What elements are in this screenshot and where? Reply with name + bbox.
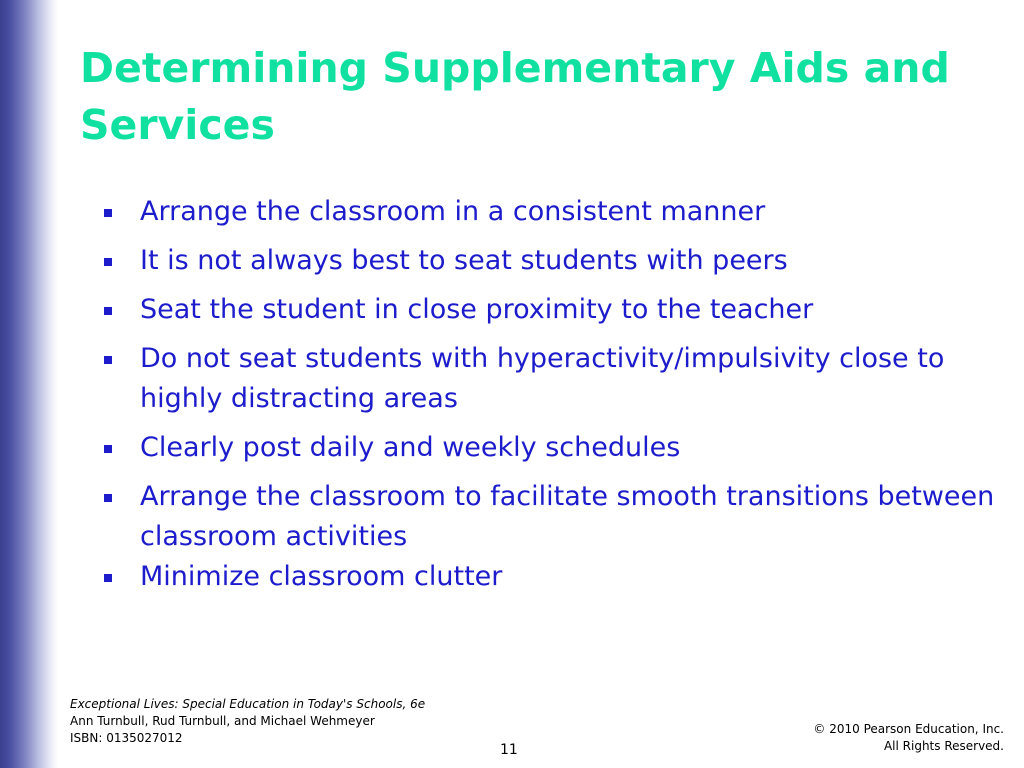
bullet-text: Arrange the classroom to facilitate smooth transitions between classroom activities <box>140 481 995 552</box>
bullet-text: Arrange the classroom in a consistent manner <box>140 196 766 227</box>
bullet-item <box>100 557 1000 597</box>
bullet-text: Do not seat students with hyperactivity/impulsivity close to highly distracting areas <box>140 343 945 414</box>
bullet-item <box>100 477 1000 557</box>
page-number: 11 <box>500 742 518 758</box>
copyright-text: © 2010 Pearson Education, Inc. <box>813 722 1004 736</box>
bullet-item <box>100 428 1000 468</box>
bullet-text: Seat the student in close proximity to the teacher <box>140 294 814 325</box>
bullet-item <box>100 241 1000 281</box>
square-bullet-icon <box>104 307 112 315</box>
square-bullet-icon <box>104 494 112 502</box>
square-bullet-icon <box>104 356 112 364</box>
bullet-text: Minimize classroom clutter <box>140 561 503 592</box>
bullet-item <box>100 192 1000 232</box>
book-authors: Ann Turnbull, Rud Turnbull, and Michael Wehmeyer <box>70 714 375 728</box>
rights-text: All Rights Reserved. <box>883 739 1004 753</box>
bullet-list <box>100 192 1000 606</box>
book-isbn: ISBN: 0135027012 <box>70 731 183 745</box>
book-citation <box>70 696 425 747</box>
bullet-text: Clearly post daily and weekly schedules <box>140 432 681 463</box>
bullet-item <box>100 339 1000 419</box>
book-title: Exceptional Lives: Special Education in Today's Schools, 6e <box>70 697 426 711</box>
bullet-item <box>100 290 1000 330</box>
bullet-text: It is not always best to seat students with peers <box>140 245 788 276</box>
copyright-notice <box>813 721 1004 755</box>
square-bullet-icon <box>104 258 112 266</box>
square-bullet-icon <box>104 574 112 582</box>
side-gradient-bar <box>0 0 58 768</box>
square-bullet-icon <box>104 445 112 453</box>
square-bullet-icon <box>104 209 112 217</box>
slide-title: Determining Supplementary Aids and Services <box>80 44 950 149</box>
